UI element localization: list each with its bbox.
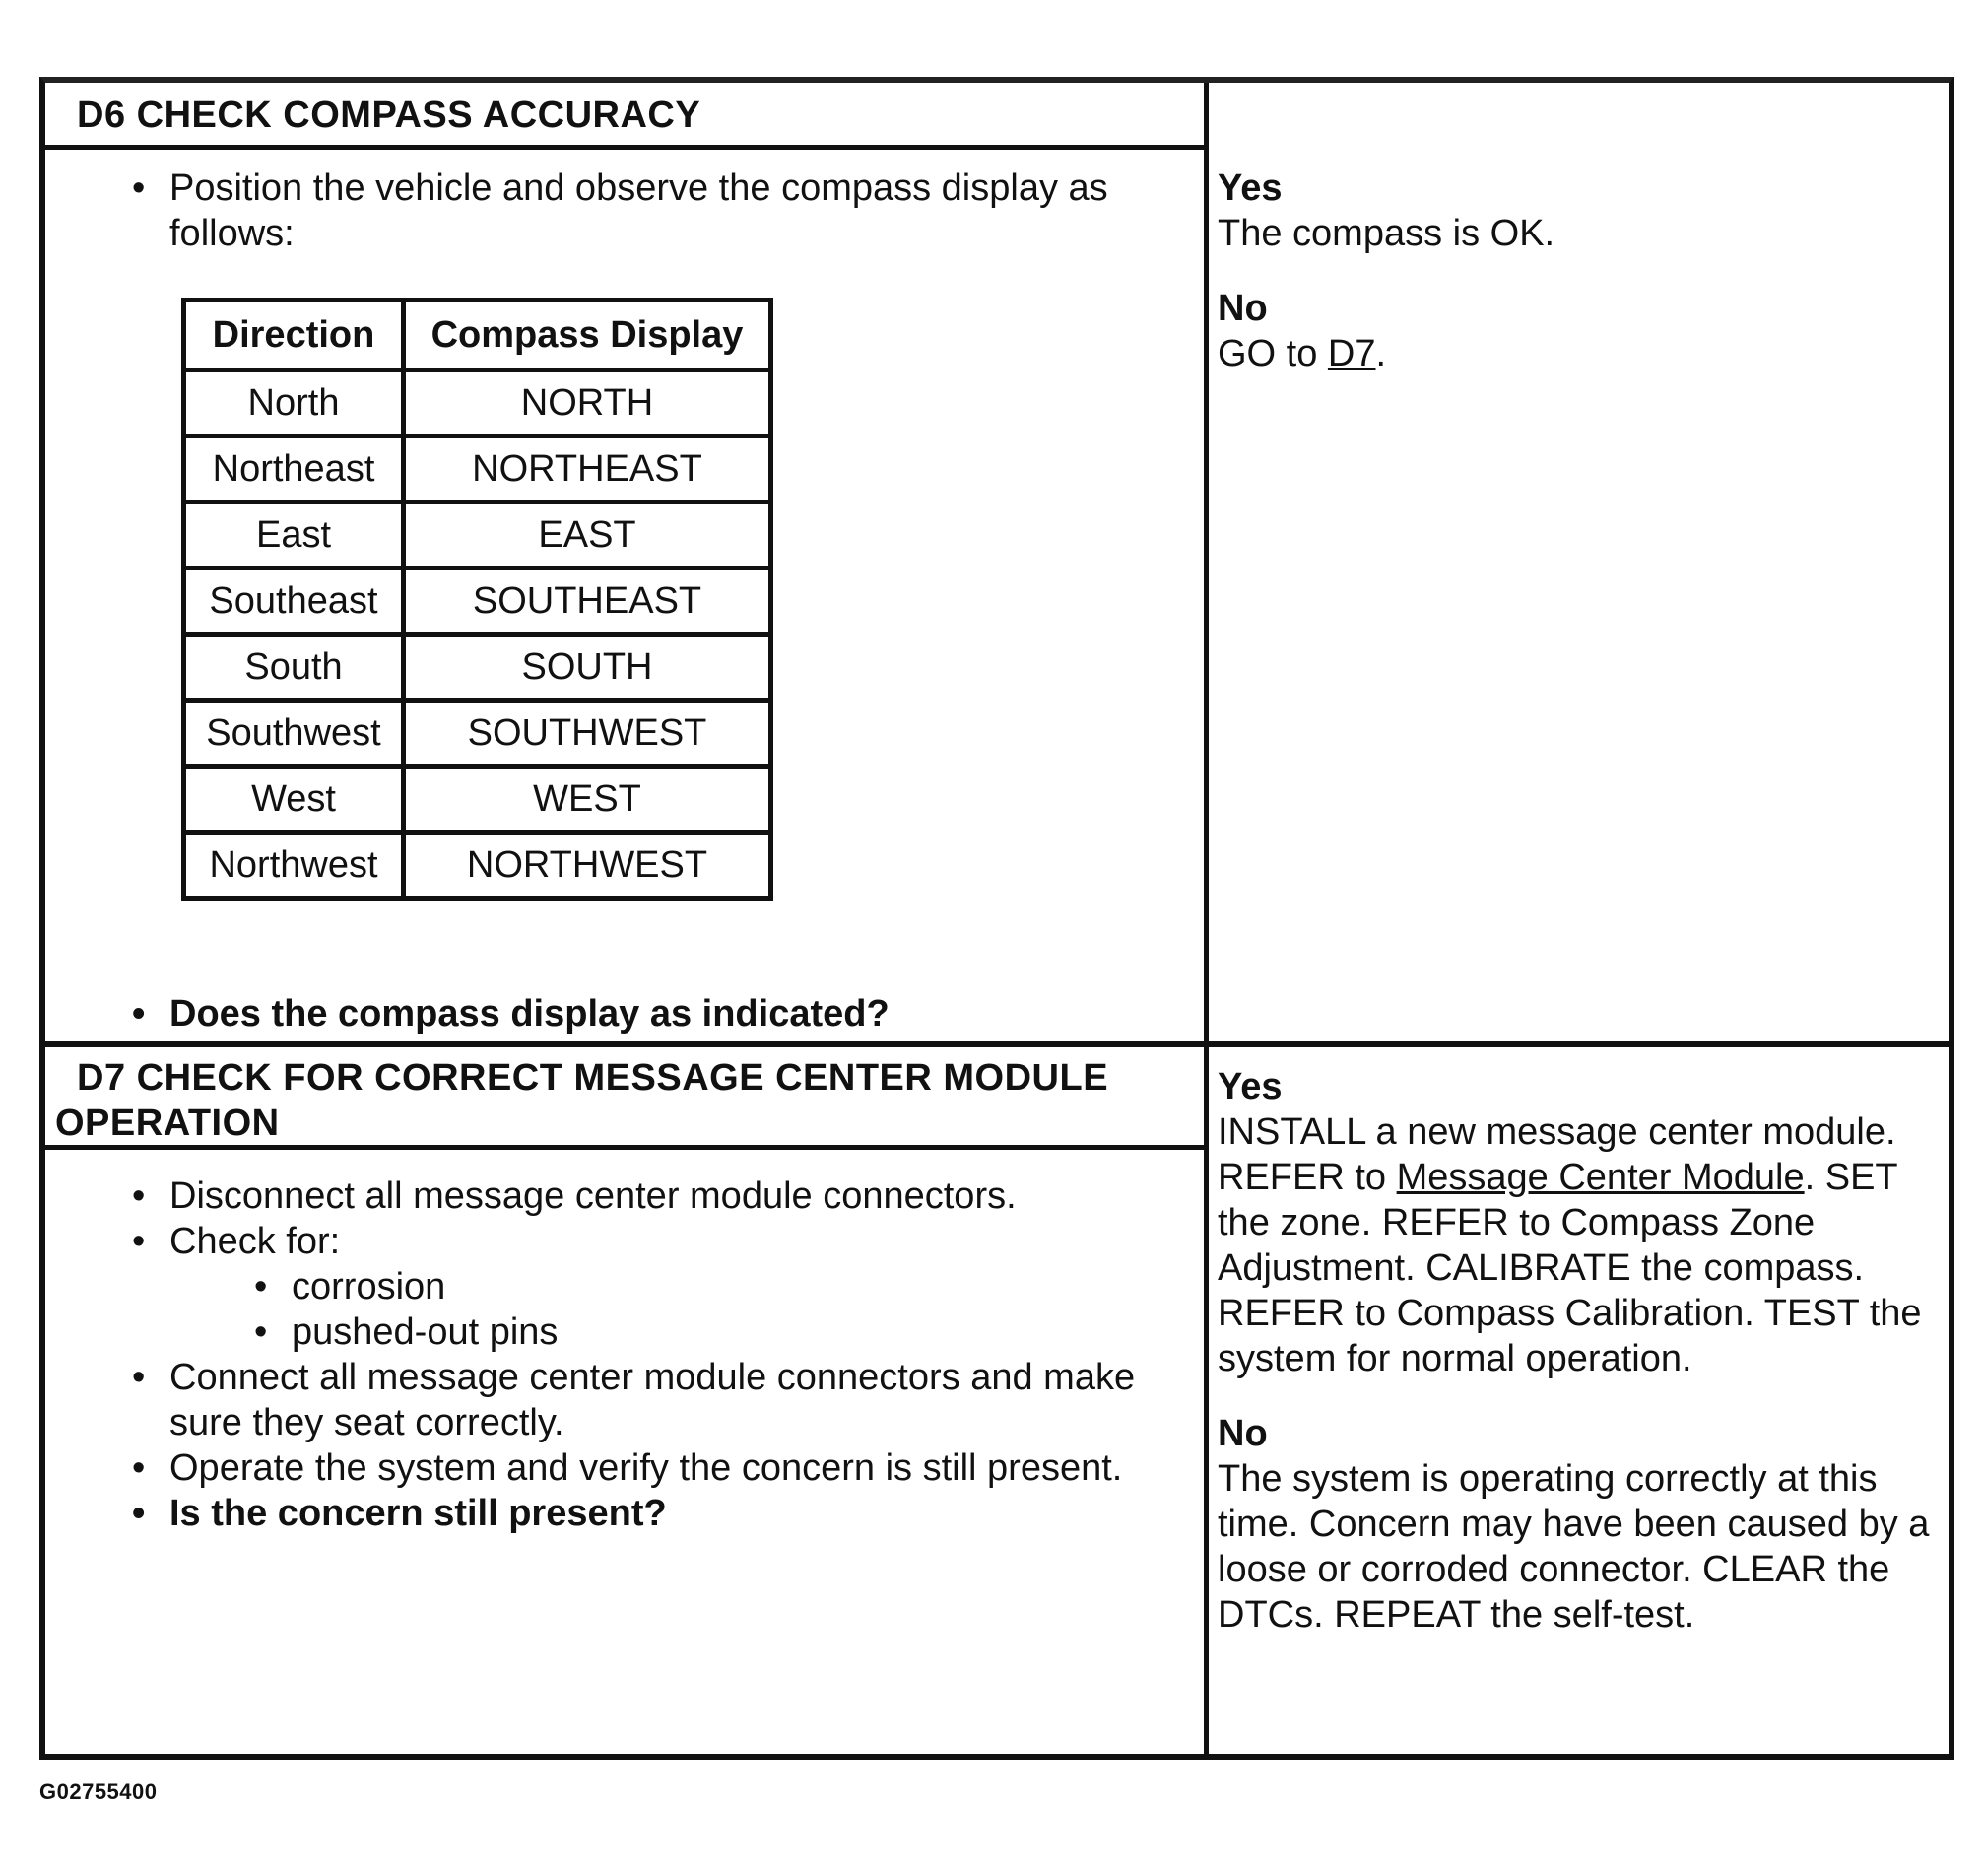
- header-compass-display: Compass Display: [404, 301, 771, 370]
- table-row: [184, 701, 771, 767]
- d7-yes-label: Yes: [1218, 1066, 1283, 1107]
- d7-yes-result: [1218, 1064, 1937, 1381]
- d6-no-prefix: GO to: [1218, 333, 1328, 374]
- message-center-module-link[interactable]: Message Center Module: [1396, 1157, 1805, 1198]
- direction-cell: Northwest: [184, 833, 404, 899]
- compass-direction-table: [181, 298, 773, 901]
- d7-sub-corrosion: • corrosion: [169, 1264, 1172, 1309]
- direction-cell: East: [184, 502, 404, 569]
- d7-bullet-connect: • Connect all message center module connectors and make sure they seat correctly.: [89, 1355, 1172, 1445]
- compass-display-cell: NORTHWEST: [404, 833, 771, 899]
- direction-cell: Southeast: [184, 569, 404, 635]
- d6-yes-result: [1218, 166, 1937, 256]
- d6-no-suffix: .: [1375, 333, 1387, 374]
- table-row: [184, 767, 771, 833]
- d6-question: • Does the compass display as indicated?: [89, 991, 1172, 1037]
- diagnostic-table: [39, 77, 1954, 1760]
- table-row: [184, 370, 771, 436]
- d6-yes-label: Yes: [1218, 168, 1283, 209]
- d7-no-result: [1218, 1411, 1937, 1638]
- figure-id: G02755400: [39, 1779, 158, 1804]
- direction-cell: Southwest: [184, 701, 404, 767]
- d7-bullet-disconnect: • Disconnect all message center module connectors.: [89, 1173, 1172, 1219]
- table-row: [184, 436, 771, 502]
- d7-no-text: The system is operating correctly at this time. Concern may have been caused by a loose or corroded connector. CLEAR the DTCs. REPEAT the self-test.: [1218, 1458, 1930, 1636]
- d6-question-list: [89, 991, 1172, 1037]
- table-row: [184, 569, 771, 635]
- compass-display-cell: SOUTHWEST: [404, 701, 771, 767]
- d7-instructions: [89, 1173, 1172, 1536]
- d6-no-result: [1218, 286, 1937, 376]
- d7-sub-pushed-out-pins: • pushed-out pins: [169, 1309, 1172, 1355]
- d6-bullet-position-vehicle: • Position the vehicle and observe the compass display as follows:: [89, 166, 1172, 256]
- compass-display-cell: NORTH: [404, 370, 771, 436]
- d7-results: [1218, 1064, 1937, 1667]
- compass-display-cell: NORTHEAST: [404, 436, 771, 502]
- d6-results: [1218, 166, 1937, 406]
- d7-bullet-operate: • Operate the system and verify the concern is still present.: [89, 1445, 1172, 1491]
- direction-cell: South: [184, 635, 404, 701]
- d6-no-label: No: [1218, 288, 1268, 329]
- d6-yes-text: The compass is OK.: [1218, 213, 1555, 254]
- direction-cell: Northeast: [184, 436, 404, 502]
- table-row: [184, 635, 771, 701]
- compass-display-cell: EAST: [404, 502, 771, 569]
- direction-cell: North: [184, 370, 404, 436]
- d7-no-label: No: [1218, 1413, 1268, 1454]
- d7-bullet-check-for: [89, 1219, 1172, 1355]
- d6-no-text: [1218, 331, 1937, 376]
- d6-instructions: [89, 166, 1172, 256]
- d7-yes-text-2: . SET the zone. REFER to Compass Zone Adjustment. CALIBRATE the compass. REFER to Compass Calibration. TEST the system for normal operation.: [1218, 1157, 1922, 1379]
- compass-display-cell: SOUTHEAST: [404, 569, 771, 635]
- table-row: [184, 502, 771, 569]
- compass-display-cell: WEST: [404, 767, 771, 833]
- d7-yes-text-1: INSTALL a new message center module. REFER to: [1218, 1111, 1896, 1198]
- table-header-row: [184, 301, 771, 370]
- d7-yes-text: [1218, 1109, 1937, 1381]
- d7-check-sublist: [169, 1264, 1172, 1355]
- d7-question: • Is the concern still present?: [89, 1491, 1172, 1536]
- d7-step-title: D7 CHECK FOR CORRECT MESSAGE CENTER MODULE OPERATION: [45, 1047, 1204, 1150]
- column-divider: [1204, 83, 1209, 1754]
- header-direction: Direction: [184, 301, 404, 370]
- d7-link[interactable]: D7: [1327, 333, 1376, 374]
- direction-cell: West: [184, 767, 404, 833]
- compass-display-cell: SOUTH: [404, 635, 771, 701]
- d6-step-title: D6 CHECK COMPASS ACCURACY: [45, 83, 1204, 150]
- table-row: [184, 833, 771, 899]
- d7-check-for-label: Check for:: [169, 1221, 341, 1262]
